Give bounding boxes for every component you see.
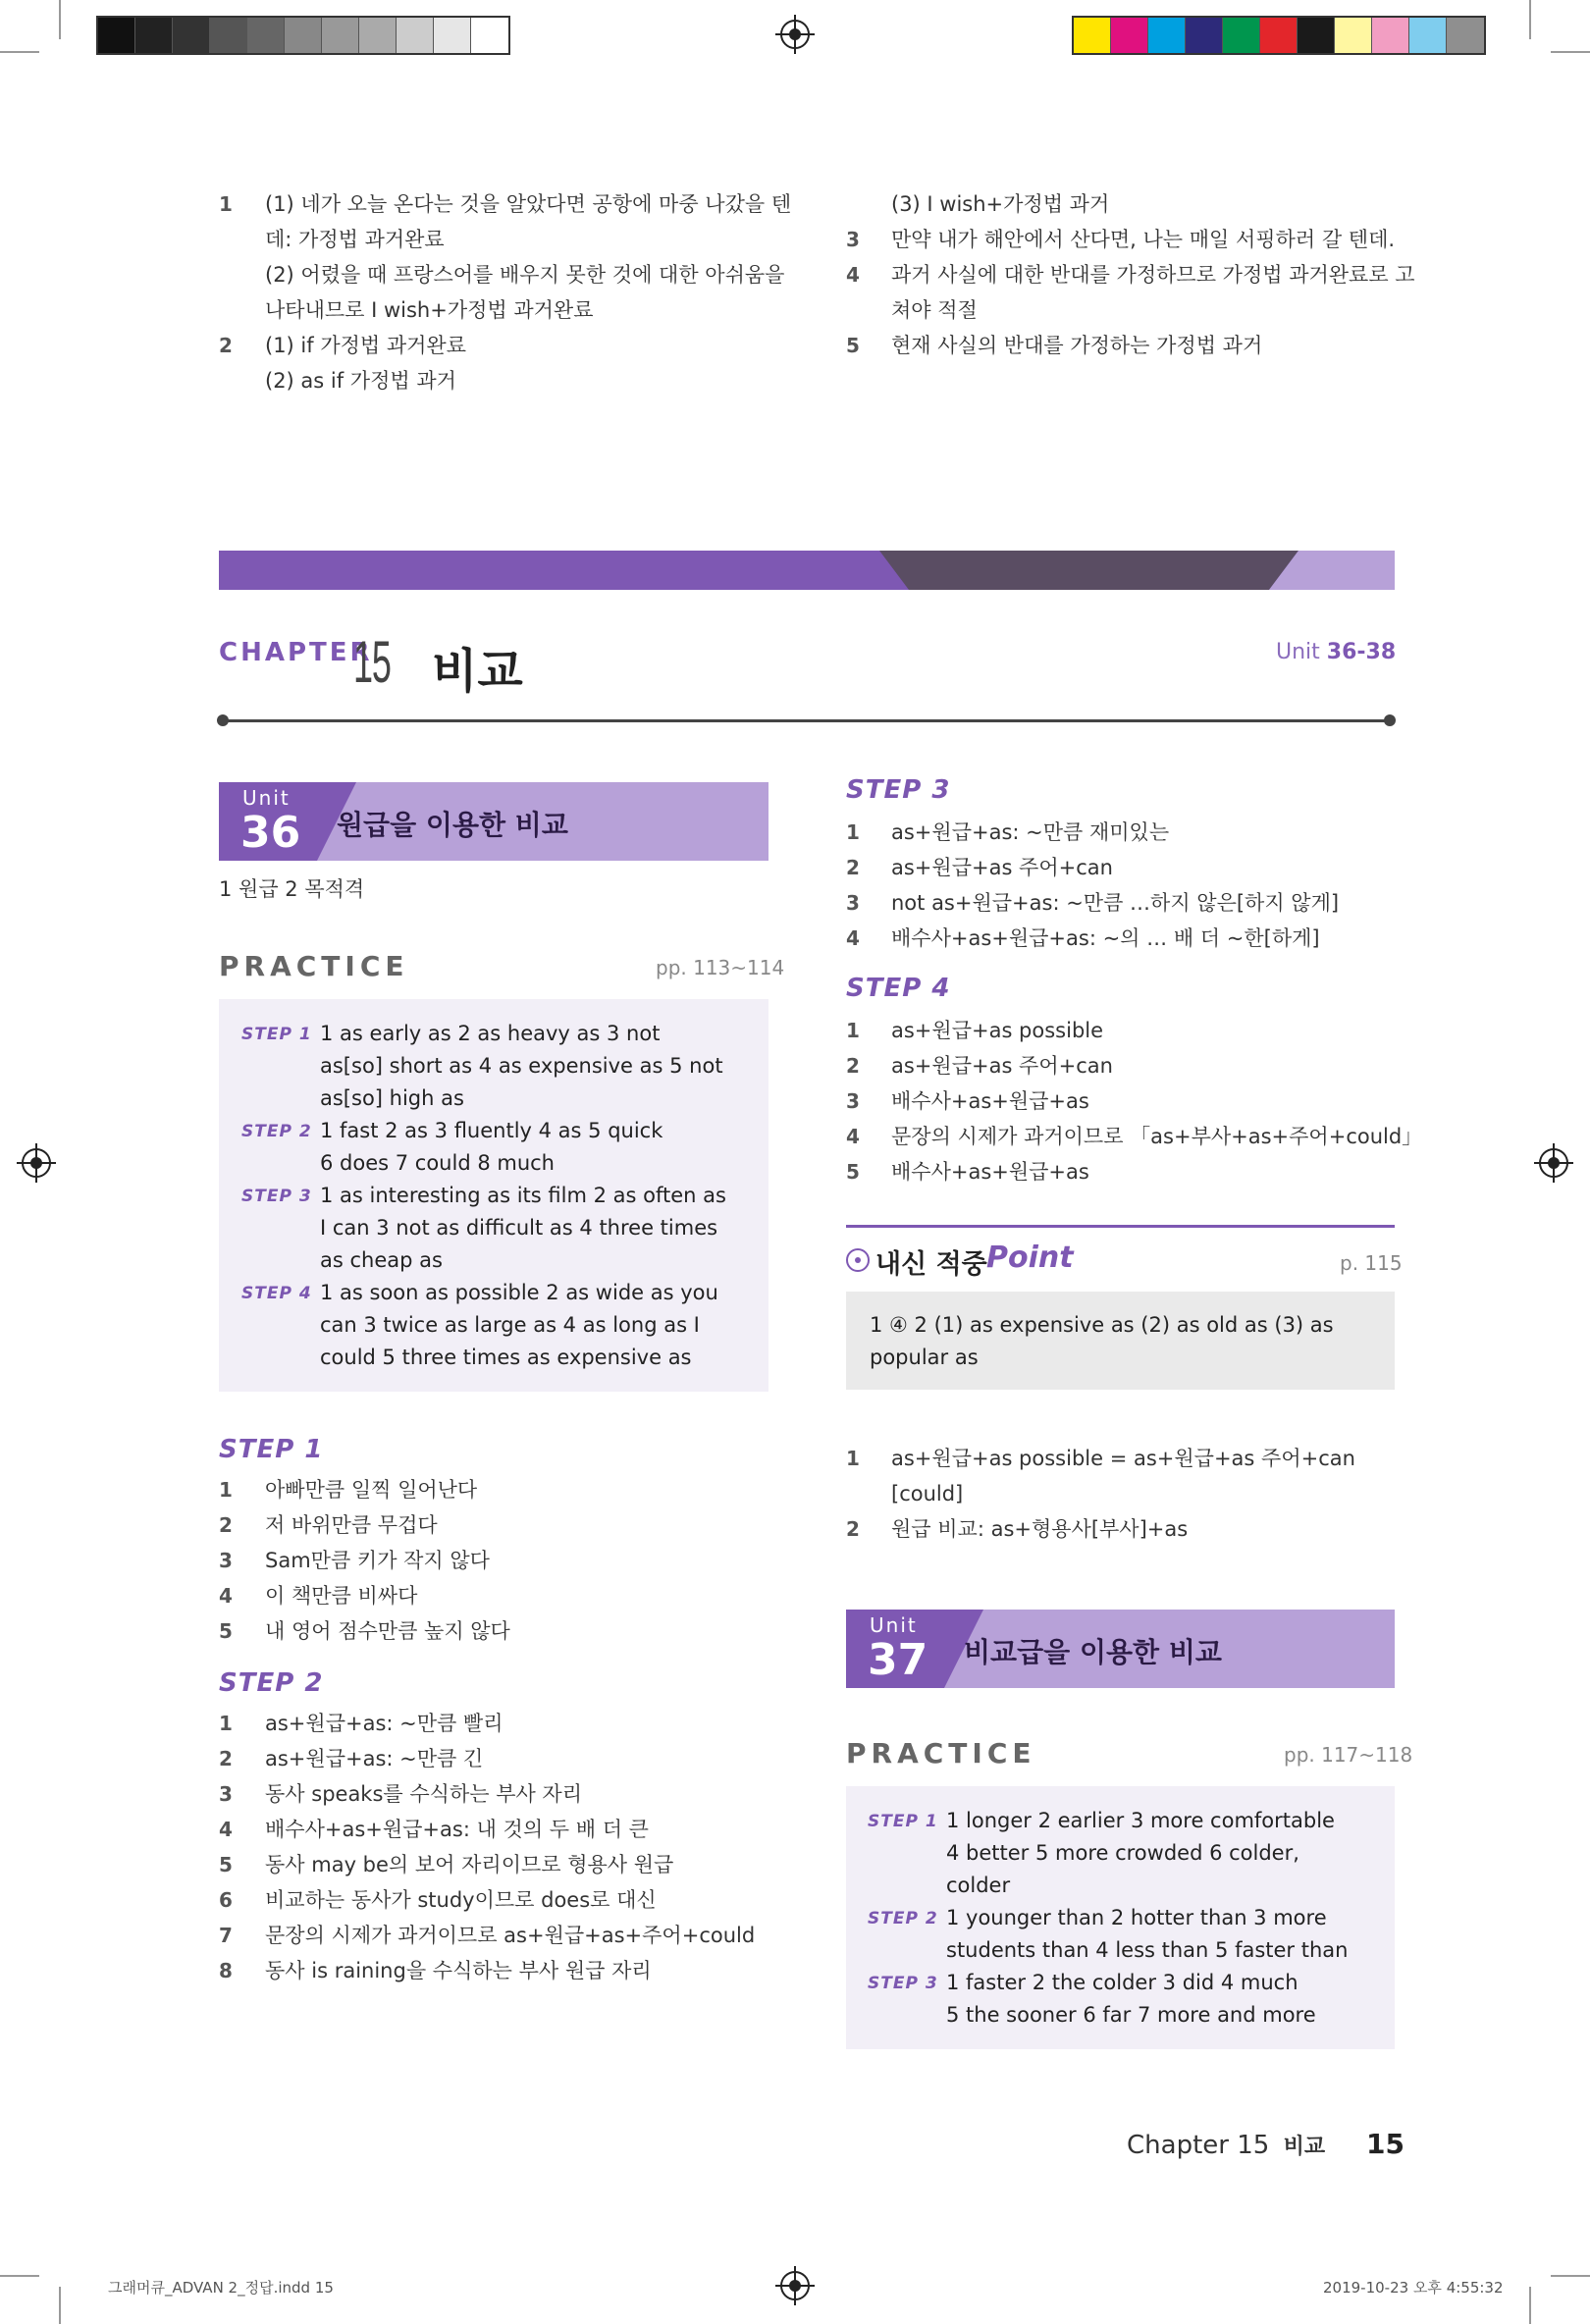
point-top-rule — [846, 1225, 1395, 1228]
registration-mark — [1539, 1148, 1568, 1178]
point-answer-line: 1 ④ 2 (1) as expensive as (2) as old as (3) as — [870, 1313, 1334, 1337]
unit36-title: 원급을 이용한 비교 — [337, 809, 568, 841]
practice-pages: pp. 113~114 — [656, 956, 785, 979]
crop-mark — [1529, 2287, 1531, 2324]
page-number: 15 — [1366, 2128, 1404, 2160]
unit37-title: 비교급을 이용한 비교 — [964, 1636, 1222, 1668]
practice-heading: PRACTICE — [219, 950, 409, 982]
crop-mark — [0, 2275, 39, 2277]
step2-heading: STEP 2 — [219, 1668, 324, 1698]
registration-mark — [780, 2271, 810, 2300]
step4-heading: STEP 4 — [846, 974, 951, 1003]
unit36-header: Unit 36 원급을 이용한 비교 — [219, 782, 768, 861]
chapter-title: 비교 — [432, 644, 523, 699]
chapter-number: 15 — [353, 629, 391, 695]
print-datetime: 2019-10-23 오후 4:55:32 — [1323, 2279, 1504, 2297]
unit36-answers: 1 원급 2 목적격 — [219, 877, 365, 901]
step3-heading: STEP 3 — [846, 775, 951, 805]
chapter-label: CHAPTER — [219, 638, 373, 667]
divider-dot — [1384, 714, 1396, 726]
registration-mark — [22, 1148, 51, 1178]
grayscale-swatches — [96, 16, 510, 55]
point-label-en: Point — [986, 1241, 1074, 1275]
color-swatches — [1072, 16, 1486, 55]
unit37-header: Unit 37 비교급을 이용한 비교 — [846, 1610, 1395, 1688]
point-page: p. 115 — [1340, 1251, 1403, 1275]
crop-mark — [0, 51, 39, 53]
unit-range: Unit 36-38 — [1276, 640, 1397, 664]
crop-mark — [1551, 2275, 1590, 2277]
crop-mark — [1529, 0, 1531, 39]
registration-mark — [780, 20, 810, 49]
practice-pages: pp. 117~118 — [1284, 1743, 1413, 1767]
point-answer-line: popular as — [870, 1346, 979, 1369]
crop-mark — [1551, 51, 1590, 53]
divider-dot — [217, 714, 229, 726]
practice-heading: PRACTICE — [846, 1737, 1036, 1769]
step1-heading: STEP 1 — [219, 1435, 324, 1464]
point-label-ko: 내신 적중 — [875, 1249, 987, 1280]
chapter-header-band — [219, 551, 1395, 590]
footer-chapter: Chapter 15 비교 — [1127, 2131, 1326, 2160]
crop-mark — [59, 2287, 61, 2324]
crop-mark — [59, 0, 61, 39]
chapter-divider — [221, 719, 1391, 722]
file-slug: 그래머큐_ADVAN 2_정답.indd 15 — [108, 2279, 334, 2297]
target-icon — [846, 1248, 870, 1272]
